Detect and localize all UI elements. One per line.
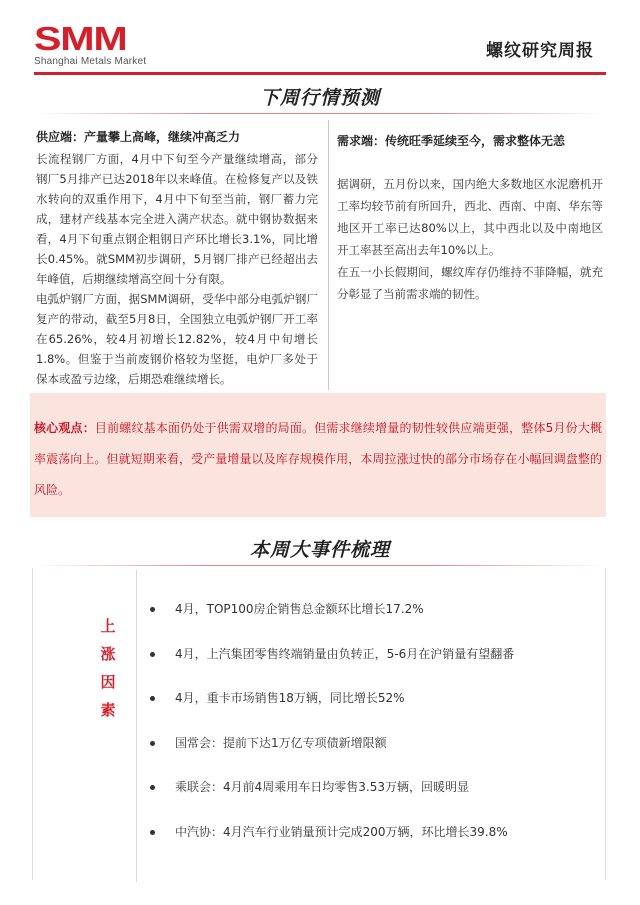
supply-paragraph-long-process: 长流程钢厂方面，4月中下旬至今产量继续增高，部分钢厂5月排产已达2018年以来峰值。在检修复产以及铁水转向的双重作用下，4月中下旬至当前，钢厂蓄力完成，建材产线基本完全进入满产状态。就中钢协数据来看，4月下旬重点钢企粗钢日产环比增长3.1%，同比增长0.45%。就SMM初步调研，5月钢厂排产已经超出去年峰值，后期继续增高空间十分有限。 — [36, 152, 318, 286]
core-view-label: 核心观点： — [34, 421, 95, 435]
event-item: 中汽协：4月汽车行业销量预计完成200万辆，环比增长39.8% — [150, 822, 514, 867]
report-title: 螺纹研究周报 — [486, 41, 594, 61]
event-list — [150, 599, 514, 866]
event-item: 4月，重卡市场销售18万辆，同比增长52% — [150, 688, 514, 733]
events-title: 本周大事件梳理 — [249, 538, 390, 561]
event-item: 4月，TOP100房企销售总金额环比增长17.2% — [150, 599, 514, 644]
event-item: 4月，上汽集团零售终端销量由负转正，5-6月在沪销量有望翻番 — [150, 644, 514, 689]
logo-wordmark: SMM — [34, 20, 127, 57]
event-item: 乘联会：4月前4周乘用车日均零售3.53万辆，回暖明显 — [150, 777, 514, 822]
logo-subtitle: Shanghai Metals Market — [34, 56, 147, 67]
events-banner — [34, 530, 606, 566]
demand-heading: 需求端：传统旺季延续至今，需求整体无恙 — [337, 134, 566, 148]
core-view-text: 目前螺纹基本面仍处于供需双增的局面。但需求继续增量的韧性较供应端更强，整体5月份大概率震荡向上。但就短期来看，受产量增量以及库存规模作用，本周拉涨过快的部分市场存在小幅回调盘整的风险。 — [34, 421, 602, 497]
side-label-char: 素 — [100, 701, 116, 719]
column-divider — [328, 120, 329, 390]
supply-heading: 供应端：产量攀上高峰，继续冲高乏力 — [36, 130, 241, 144]
forecast-banner — [34, 78, 606, 114]
event-item: 国常会：提前下达1万亿专项债新增限额 — [150, 733, 514, 778]
header-rule — [34, 72, 606, 75]
side-label-char: 上 — [100, 617, 116, 635]
supply-paragraph-eaf: 电弧炉钢厂方面，据SMM调研，受华中部分电弧炉钢厂复产的带动，截至5月8日，全国独立电弧炉钢厂开工率在65.26%，较4月初增长12.82%，较4月中旬增长1.8%。但鉴于当前废钢价格较为坚挺，电炉厂多处于保本或盈亏边缘，后期恐难继续增长。 — [36, 292, 318, 386]
smm-logo — [34, 22, 174, 67]
rising-factors-label — [96, 612, 120, 724]
side-label-char: 涨 — [100, 645, 116, 663]
supply-column — [36, 121, 318, 389]
forecast-title: 下周行情预测 — [259, 86, 380, 109]
events-divider — [136, 570, 137, 882]
demand-column — [337, 121, 603, 305]
demand-paragraph-inventory: 在五一小长假期间，螺纹库存仍维持不菲降幅，就充分彰显了当前需求端的韧性。 — [337, 265, 603, 301]
core-view-box — [30, 393, 606, 517]
demand-paragraph-cement: 据调研，五月份以来，国内绝大多数地区水泥磨机开工率均较节前有所回升，西北、西南、中南、华东等地区开工率已达80%以上，其中西北以及中南地区开工率甚至高出去年10%以上。 — [337, 177, 603, 257]
side-label-char: 因 — [100, 673, 116, 691]
